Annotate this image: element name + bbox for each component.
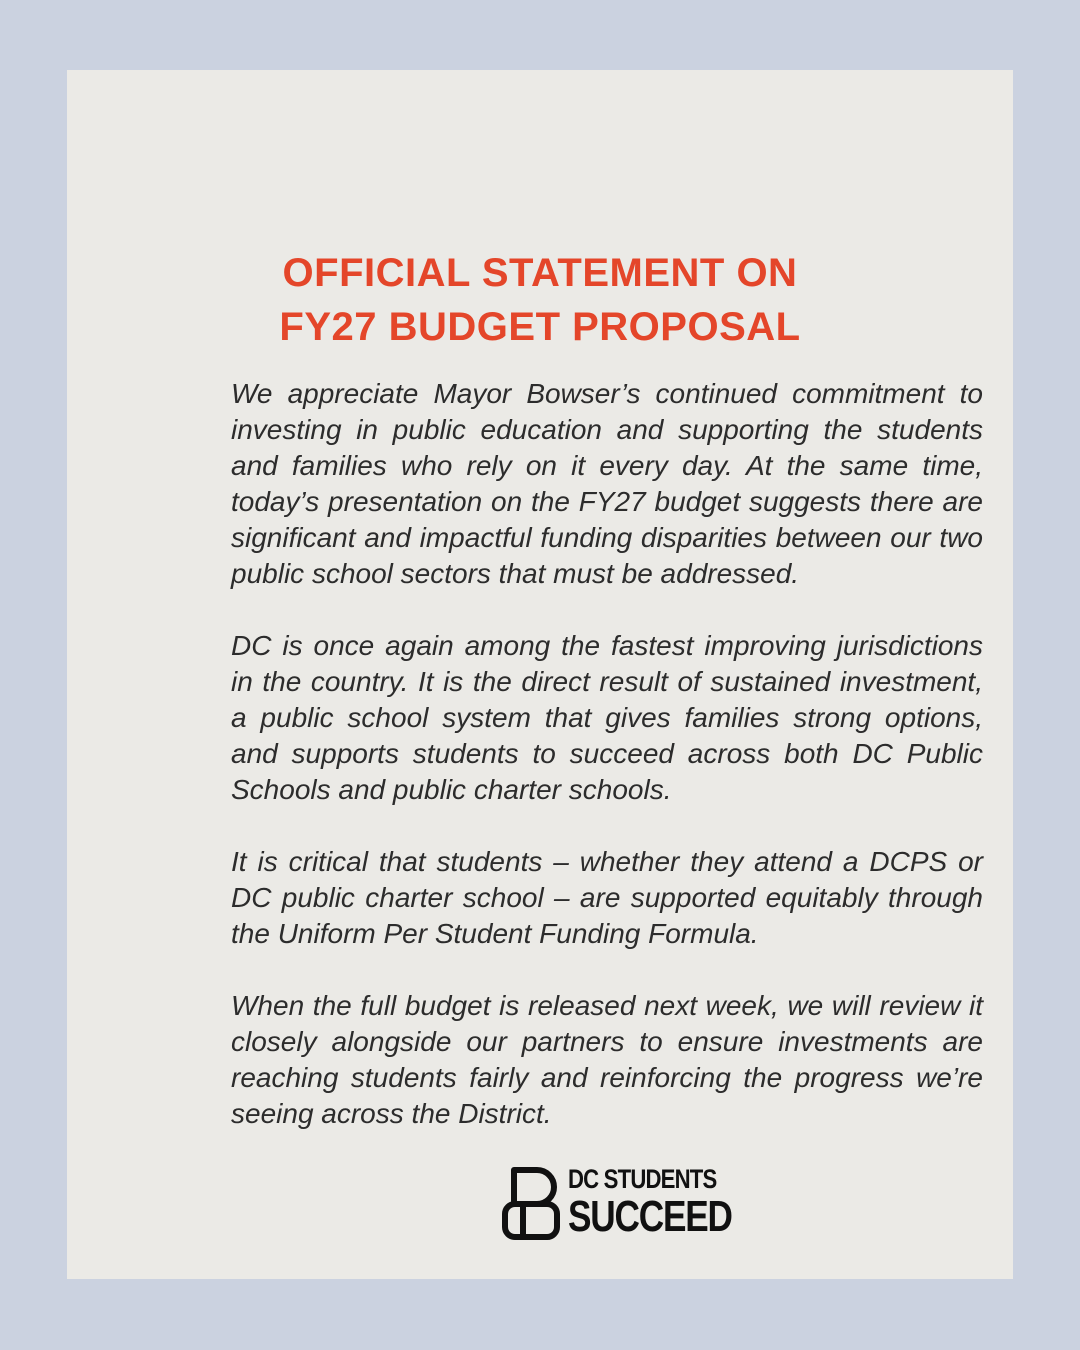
dc-students-succeed-logo xyxy=(501,1164,731,1244)
dc-students-succeed-mark-icon xyxy=(501,1164,561,1242)
paragraph-2: DC is once again among the fastest improving jurisdictions in the country. It is the direct result of sustained investment, a public school system that gives families strong options, and supports students to succeed across both DC Public Schools and public charter schools. xyxy=(231,630,983,805)
logo-wordmark xyxy=(568,1164,773,1240)
statement-title xyxy=(67,246,1013,354)
title-line-2: FY27 BUDGET PROPOSAL xyxy=(279,305,801,349)
statement-body xyxy=(231,376,983,1132)
title-line-1: OFFICIAL STATEMENT ON xyxy=(282,251,798,295)
paragraph-3: It is critical that students – whether they attend a DCPS or DC public charter school – are supported equitably through the Uniform Per Student Funding Formula. xyxy=(231,846,983,949)
statement-card xyxy=(67,70,1013,1279)
paragraph-4: When the full budget is released next week, we will review it closely alongside our partners to ensure investments are reaching students fairly and reinforcing the progress we’re seeing across the District. xyxy=(231,990,983,1129)
paragraph-1: We appreciate Mayor Bowser’s continued commitment to investing in public education and supporting the students and families who rely on it every day. At the same time, today’s presentation on the FY27 budget suggests there are significant and impactful funding disparities between our two public school sectors that must be addressed. xyxy=(231,378,983,589)
logo-line-2: SUCCEED xyxy=(568,1192,732,1241)
logo-line-1: DC STUDENTS xyxy=(568,1164,717,1194)
